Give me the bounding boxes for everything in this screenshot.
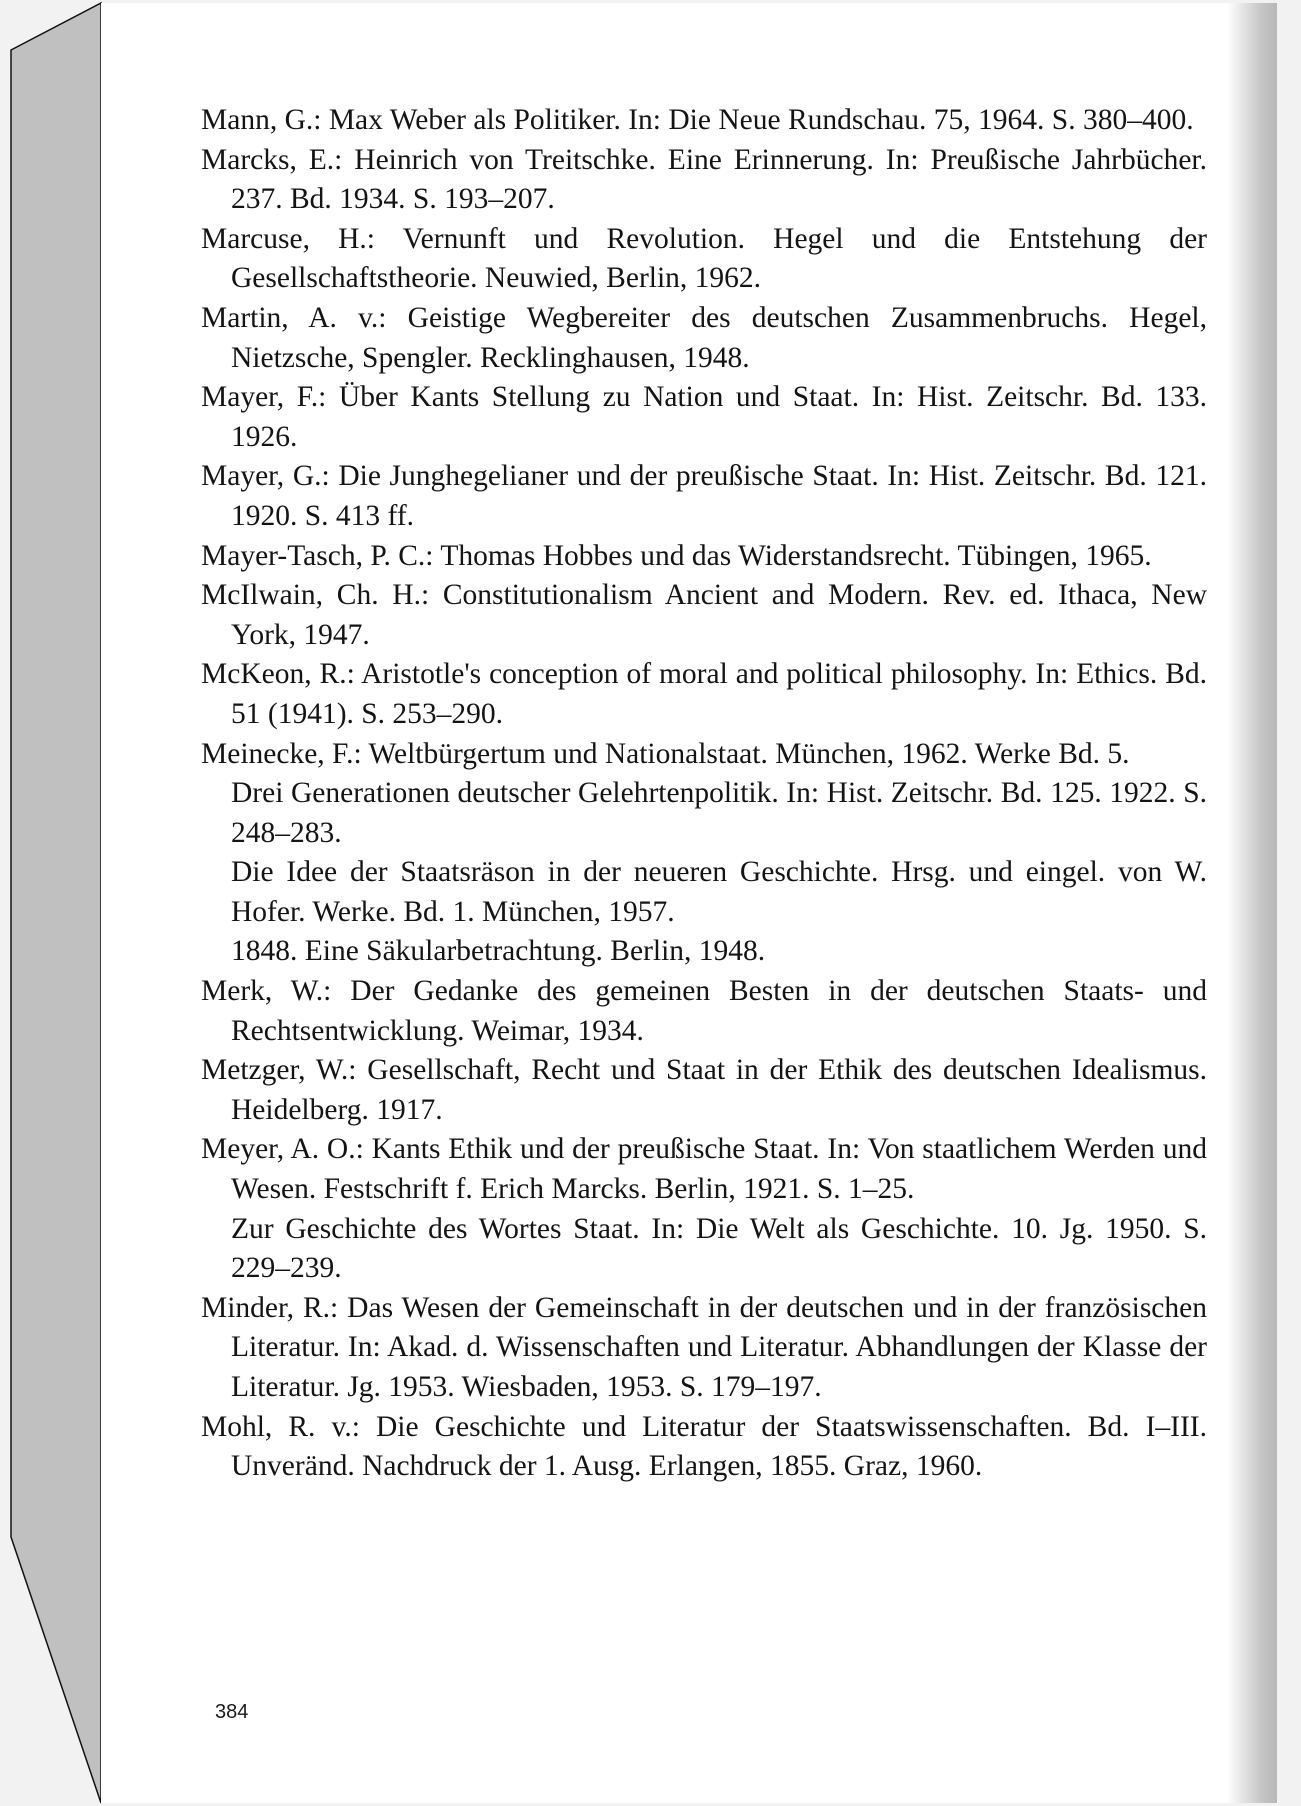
bibliography-entry: Zur Geschichte des Wortes Staat. In: Die Welt als Geschichte. 10. Jg. 1950. S. 229–239. (231, 1212, 1207, 1285)
bibliography-entry: Die Idee der Staatsräson in der neueren Geschichte. Hrsg. und eingel. von W. Hofer. Werke. Bd. 1. München, 1957. (231, 856, 1207, 928)
bibliography-entry: 1848. Eine Säkularbetrachtung. Berlin, 1948. (231, 935, 766, 968)
bibliography-entry: Mayer, F.: Über Kants Stellung zu Nation und Staat. In: Hist. Zeitschr. Bd. 133. 1926. (201, 381, 1207, 453)
bibliography-entry: Merk, W.: Der Gedanke des gemeinen Besten in der deutschen Staats- und Rechtsentwicklung. Weimar, 1934. (201, 975, 1207, 1047)
page-edge-shadow (1227, 3, 1277, 1803)
bibliography-entry: Meyer, A. O.: Kants Ethik und der preußische Staat. In: Von staatlichem Werden und Wesen. Festschrift f. Erich Marcks. Berlin, 1921. S. 1–25. (201, 1133, 1207, 1206)
bibliography-list (201, 101, 1207, 1487)
book-page (101, 3, 1277, 1803)
bibliography-entry: Mayer-Tasch, P. C.: Thomas Hobbes und das Widerstandsrecht. Tübingen, 1965. (201, 539, 1152, 572)
bibliography-entry: Marcuse, H.: Vernunft und Revolution. Hegel und die Entstehung der Gesellschaftstheorie. Neuwied, Berlin, 1962. (201, 222, 1207, 295)
bibliography-entry: McKeon, R.: Aristotle's conception of moral and political philosophy. In: Ethics. Bd. 51 (1941). S. 253–290. (201, 658, 1207, 730)
bibliography-entry: Mann, G.: Max Weber als Politiker. In: Die Neue Rundschau. 75, 1964. S. 380–400. (201, 104, 1194, 136)
page-number: 384 (215, 1701, 249, 1723)
bibliography-entry: Meinecke, F.: Weltbürgertum und Nationalstaat. München, 1962. Werke Bd. 5. (201, 737, 1130, 770)
bibliography-entry: McIlwain, Ch. H.: Constitutionalism Ancient and Modern. Rev. ed. Ithaca, New York, 1947. (201, 579, 1207, 651)
bibliography-entry: Metzger, W.: Gesellschaft, Recht und Staat in der Ethik des deutschen Idealismus. Heidelberg. 1917. (201, 1054, 1207, 1126)
bibliography-entry: Martin, A. v.: Geistige Wegbereiter des deutschen Zusammenbruchs. Hegel, Nietzsche, Spengler. Recklinghausen, 1948. (201, 301, 1207, 374)
bibliography-entry: Mohl, R. v.: Die Geschichte und Literatur der Staatswissenschaften. Bd. I–III. Unveränd. Nachdruck der 1. Ausg. Erlangen, 1855. Graz, 1960. (201, 1410, 1207, 1483)
bibliography-entry: Marcks, E.: Heinrich von Treitschke. Eine Erinnerung. In: Preußische Jahrbücher. 237. Bd. 1934. S. 193–207. (201, 143, 1207, 216)
bibliography-entry: Mayer, G.: Die Junghegelianer und der preußische Staat. In: Hist. Zeitschr. Bd. 121. 1920. S. 413 ff. (201, 460, 1207, 532)
bibliography-entry: Drei Generationen deutscher Gelehrtenpolitik. In: Hist. Zeitschr. Bd. 125. 1922. S. 248–283. (231, 777, 1207, 849)
bibliography-entry: Minder, R.: Das Wesen der Gemeinschaft in der deutschen und in der französischen Literatur. In: Akad. d. Wissenschaften und Literatur. Abhandlungen der Klasse der Literatur. Jg. 1953. Wiesbaden, 1953. S. 179–197. (201, 1291, 1207, 1403)
